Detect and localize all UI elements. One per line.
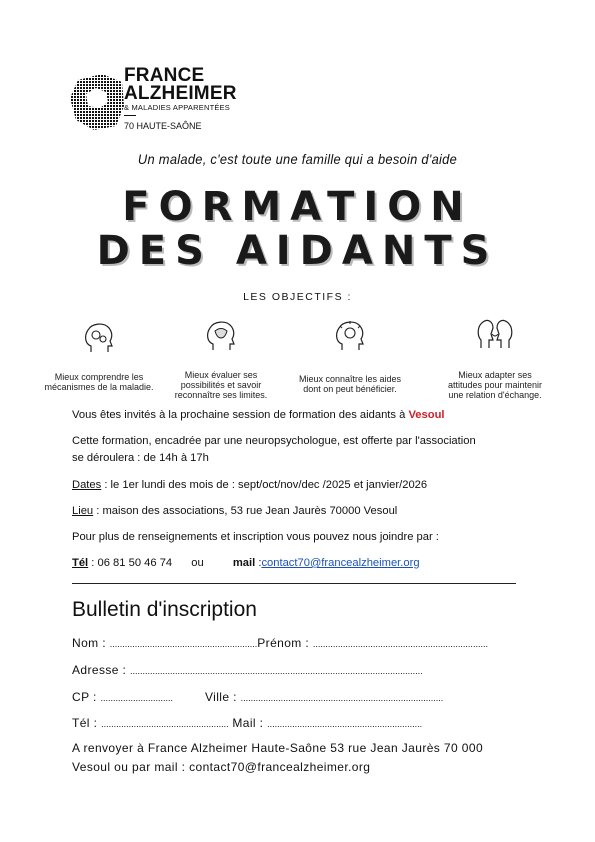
mail-field[interactable]: .............................................................. [267, 719, 423, 729]
objective-2-text-l3: reconnaître ses limites. [174, 390, 268, 400]
france-alzheimer-logo-icon [68, 72, 126, 132]
invite-text: Vous êtes invités à la prochaine session de formation des aidants à [72, 409, 409, 421]
lightbulb-head-icon [330, 316, 370, 356]
formation-line-2: se déroulera : de 14h à 17h [72, 452, 209, 464]
title-line-2: DES AIDANTS [96, 228, 499, 274]
tel-form-label: Tél : [72, 716, 102, 730]
form-row-tel [72, 716, 422, 730]
tel-value: : 06 81 50 46 74 [88, 557, 173, 569]
ville-label: Ville : [204, 690, 241, 704]
formation-paragraph [72, 433, 476, 467]
dates-label: Dates [72, 479, 102, 491]
section-divider [72, 583, 516, 584]
return-line-2: Vesoul ou par mail : contact70@francealzheimer.org [72, 760, 371, 774]
objective-3 [285, 316, 415, 394]
head-idea-icon [201, 316, 241, 356]
return-line-1: A renvoyer à France Alzheimer Haute-Saône 53 rue Jean Jaurès 70 000 [72, 741, 484, 755]
form-row-cp [72, 690, 443, 704]
objective-4 [430, 314, 560, 400]
prenom-label: Prénom : [257, 636, 313, 650]
title-line-1: FORMATION [122, 184, 473, 230]
objective-2-text-l1: Mieux évaluer ses [184, 370, 258, 380]
formation-line-1: Cette formation, encadrée par une neuropsychologue, est offerte par l'association [72, 435, 476, 447]
adresse-field[interactable]: ..................................................................................................................... [130, 666, 423, 676]
objectives-heading: LES OBJECTIFS : [243, 291, 352, 303]
objective-4-text-l3: une relation d'échange. [448, 390, 542, 400]
lieu-line [72, 503, 397, 520]
objective-1-text-l2: mécanismes de la maladie. [44, 382, 154, 392]
head-gears-icon [79, 318, 119, 358]
objective-4-text-l1: Mieux adapter ses [458, 370, 532, 380]
mail-label: mail [232, 557, 256, 569]
cp-field[interactable]: ............................. [100, 693, 173, 703]
cp-label: CP : [72, 690, 101, 704]
nom-label: Nom : [72, 636, 110, 650]
objective-2-text-l2: possibilités et savoir [180, 380, 262, 390]
ou-text: ou [191, 557, 204, 569]
invite-city: Vesoul [408, 409, 445, 421]
bulletin-heading: Bulletin d'inscription [72, 598, 257, 621]
logo-rule [124, 115, 136, 116]
lieu-label: Lieu [72, 505, 94, 517]
form-row-nom [72, 636, 488, 650]
logo-line-2: ALZHEIMER [124, 83, 237, 104]
mail-link[interactable]: contact70@francealzheimer.org [261, 557, 420, 569]
dates-line [72, 477, 427, 494]
objective-3-text-l1: Mieux connaître les aides [298, 374, 402, 384]
prenom-field[interactable]: ...................................................................... [312, 639, 488, 649]
two-heads-icon [475, 314, 515, 354]
objective-1-text-l1: Mieux comprendre les [54, 372, 144, 382]
objective-1 [38, 318, 160, 392]
objective-3-text-l2: dont on peut bénéficier. [303, 384, 397, 394]
lieu-text: : maison des associations, 53 rue Jean Jaurès 70000 Vesoul [93, 505, 398, 517]
slogan: Un malade, c'est toute une famille qui a besoin d'aide [137, 151, 458, 167]
logo-line-4: 70 HAUTE-SAÔNE [124, 121, 202, 131]
ville-field[interactable]: ................................................................................. [240, 693, 444, 703]
form-row-adresse [72, 663, 423, 677]
mail-sep: : [255, 557, 262, 569]
contact-intro: Pour plus de renseignements et inscription vous pouvez nous joindre par : [72, 531, 439, 543]
contact-line [72, 555, 420, 572]
objective-2 [162, 316, 280, 400]
invite-line [72, 407, 445, 424]
mail-form-label: Mail : [228, 716, 268, 730]
adresse-label: Adresse : [72, 663, 131, 677]
objective-4-text-l2: attitudes pour maintenir [447, 380, 543, 390]
logo-line-1: FRANCE [124, 65, 205, 86]
tel-field[interactable]: ................................................... [101, 719, 229, 729]
tel-label: Tél [72, 557, 89, 569]
nom-field[interactable]: ........................................................... [109, 639, 258, 649]
dates-text: : le 1er lundi des mois de : sept/oct/nov/dec /2025 et janvier/2026 [101, 479, 428, 491]
logo-line-3: & MALADIES APPARENTÉES [124, 103, 230, 112]
